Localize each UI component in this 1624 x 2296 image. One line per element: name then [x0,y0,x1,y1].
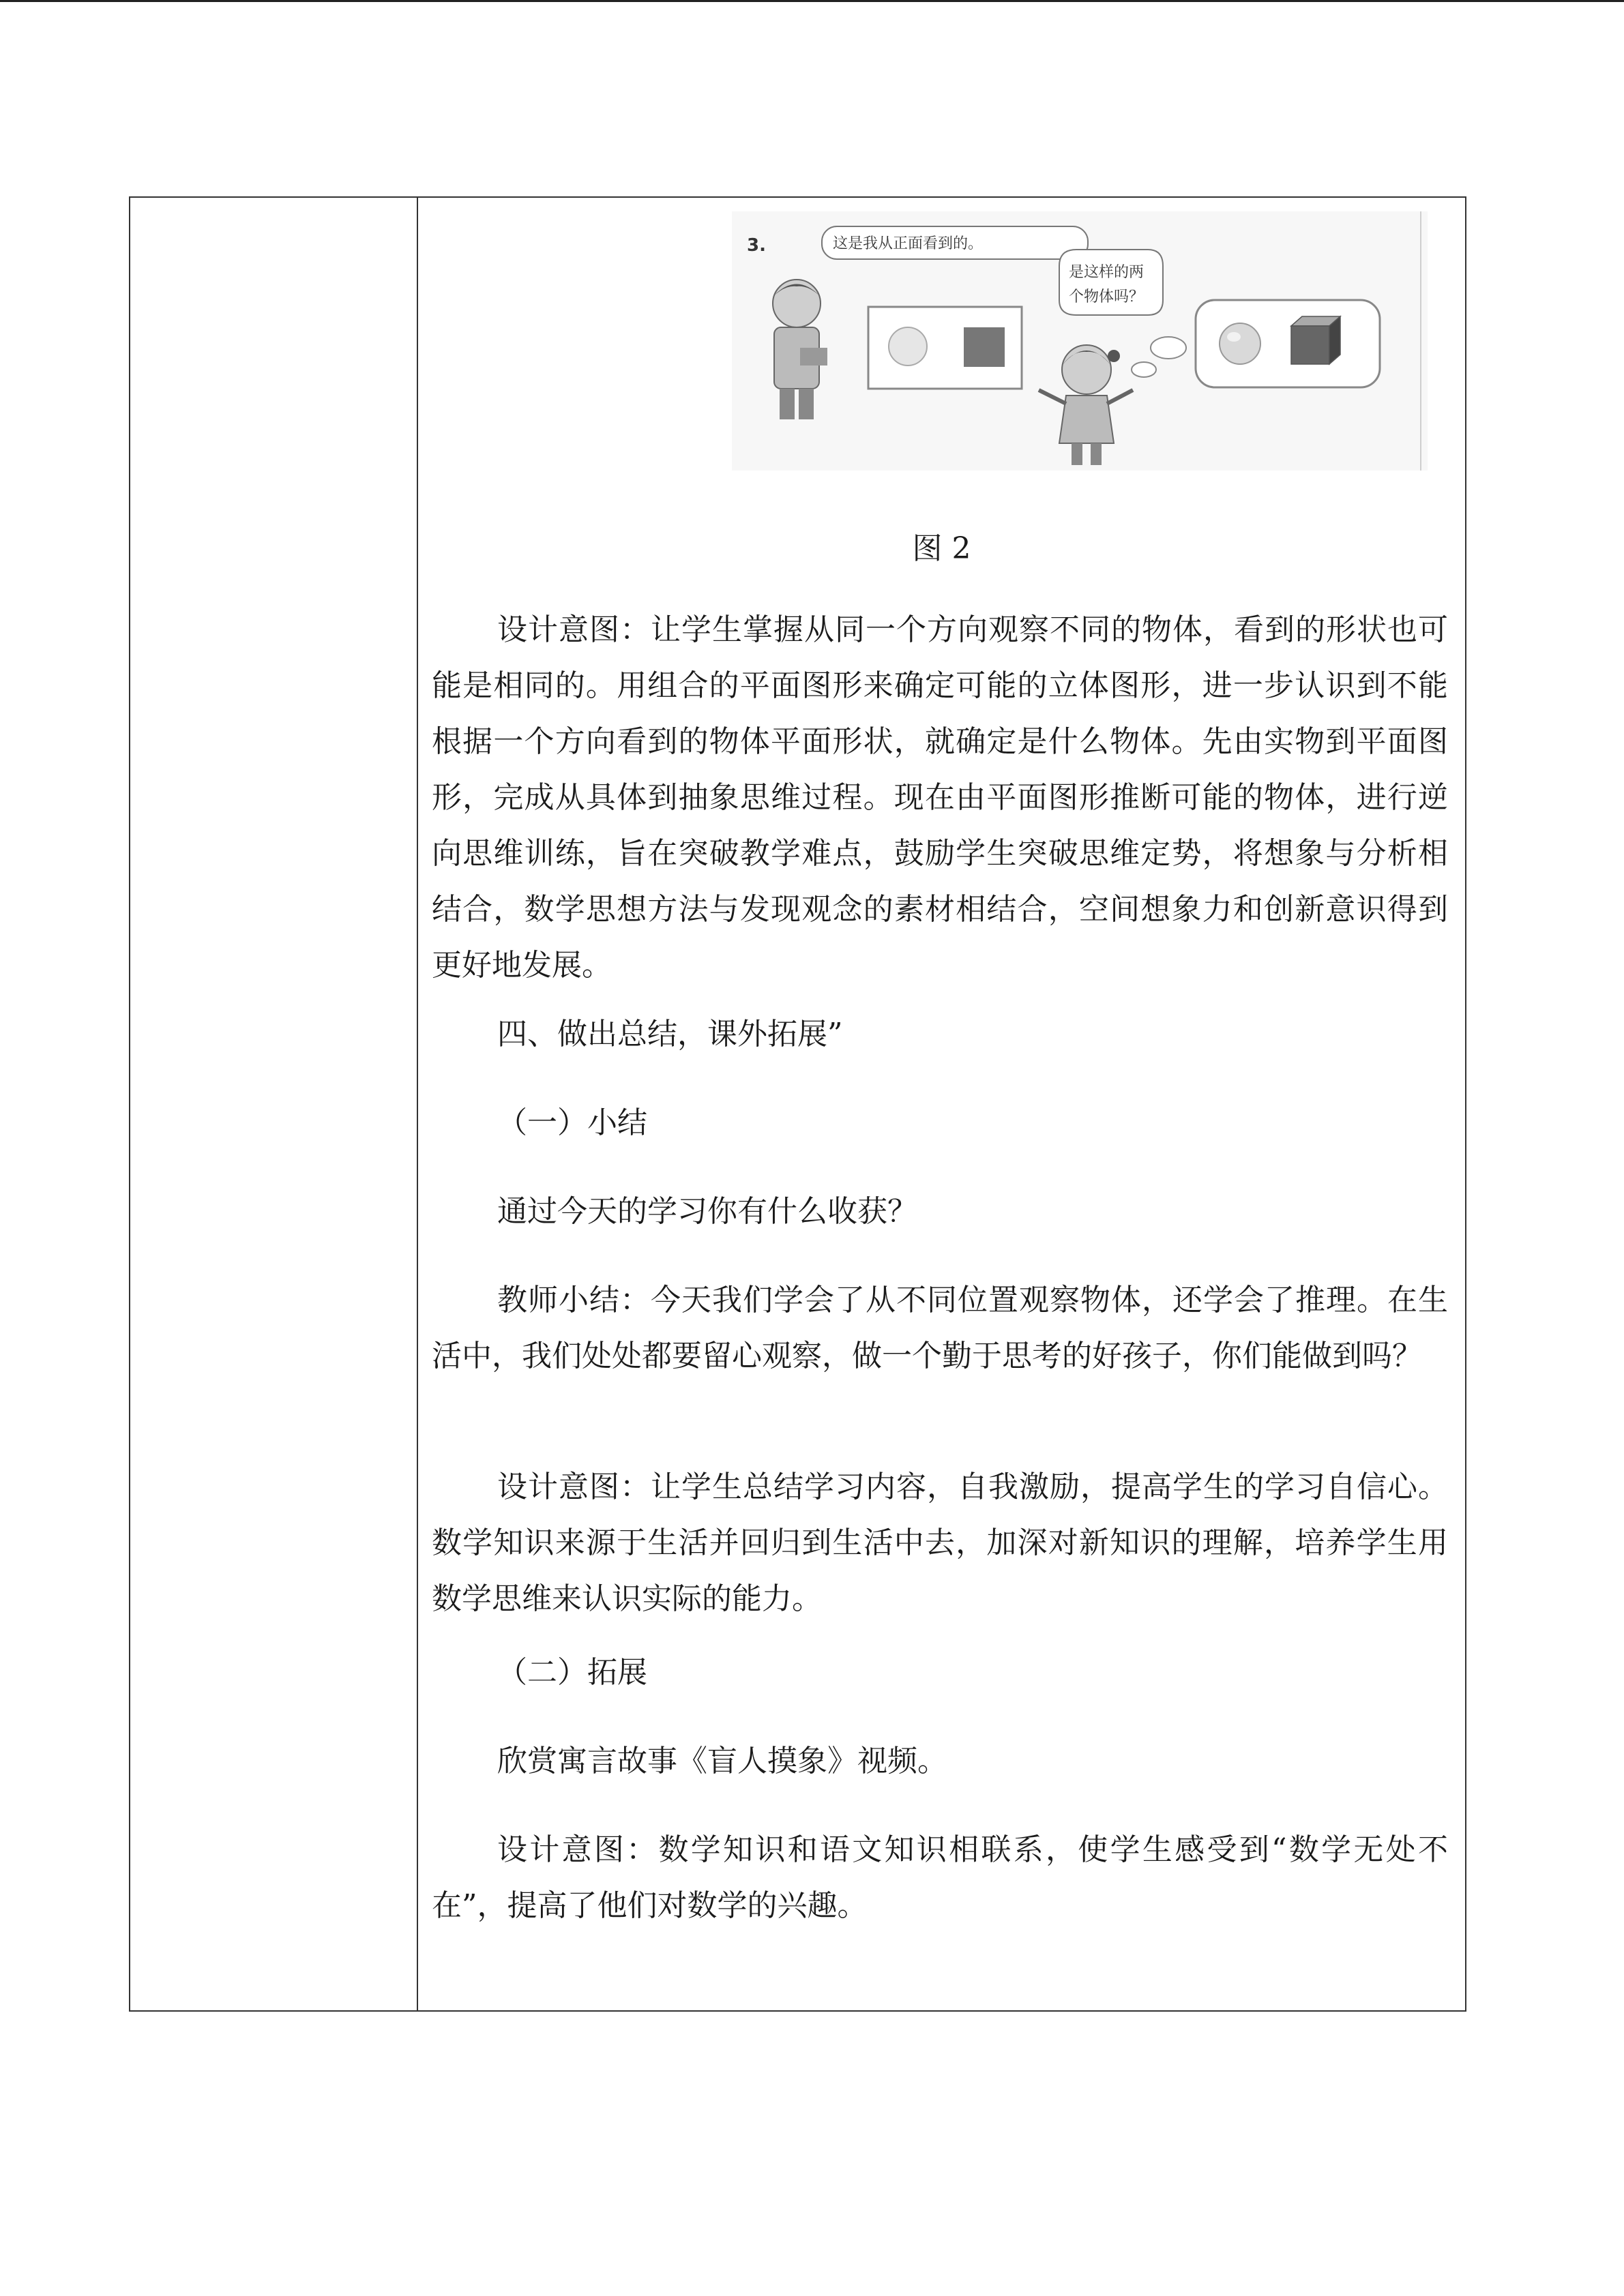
paragraph-fable-video: 欣赏寓言故事《盲人摸象》视频。 [497,1744,947,1778]
lesson-table [129,196,1466,2012]
speech-bubble-boy: 这是我从正面看到的。 [833,235,984,252]
paragraph-block-3 [432,1095,1448,1151]
paragraph-design-intent-2: 设计意图：让学生总结学习内容，自我激励，提高学生的学习自信心。数学知识来源于生活并回归到生活中去，加深对新知识的理解，培养学生用数学思维来认识实际的能力。 [432,1470,1448,1616]
speech-bubble-girl-line2: 个物体吗？ [1069,288,1145,305]
figure-2-image [732,211,1428,471]
paragraph-design-intent-1: 设计意图：让学生掌握从同一个方向观察不同的物体，看到的形状也可能是相同的。用组合的平面图形来确定可能的立体图形，进一步认识到不能根据一个方向看到的物体平面形状，就确定是什么物体。先由实物到平面图形，完成从具体到抽象思维过程。现在由平面图形推断可能的物体，进行逆向思维训练，旨在突破教学难点，鼓励学生突破思维定势，将想象与分析相结合，数学思想方法与发现观念的素材相结合，空间想象力和创新意识得到更好地发展。 [432,612,1448,983]
figure-number-label: 3. [747,235,766,256]
figure-caption: 图 2 [912,531,971,566]
section-heading-summary: 四、做出总结，课外拓展” [497,1017,843,1052]
page-top-rule [0,0,1624,2]
paragraph-question: 通过今天的学习你有什么收获？ [497,1194,917,1229]
table-left-column [130,198,418,2010]
paragraph-block-8 [432,1733,1448,1789]
paragraph-block-9 [432,1822,1448,1934]
paragraph-design-intent-3: 设计意图：数学知识和语文知识相联系，使学生感受到“数学无处不在”，提高了他们对数学的兴趣。 [432,1832,1448,1923]
paragraph-block-1 [432,602,1448,994]
speech-bubble-girl-line1: 是这样的两 [1069,264,1145,281]
figure-illustration [732,211,1428,471]
paragraph-block-6 [432,1459,1448,1627]
paragraph-block-4 [432,1184,1448,1240]
paragraph-block-7 [432,1645,1448,1701]
subheading-conclusion: （一）小结 [497,1105,647,1140]
table-right-column [418,198,1465,2010]
paragraph-teacher-summary: 教师小结：今天我们学会了从不同位置观察物体，还学会了推理。在生活中，我们处处都要留心观察，做一个勤于思考的好孩子，你们能做到吗？ [432,1283,1448,1373]
paragraph-block-5 [432,1272,1448,1384]
paragraph-block-2 [432,1007,1448,1062]
subheading-extension: （二）拓展 [497,1655,647,1690]
